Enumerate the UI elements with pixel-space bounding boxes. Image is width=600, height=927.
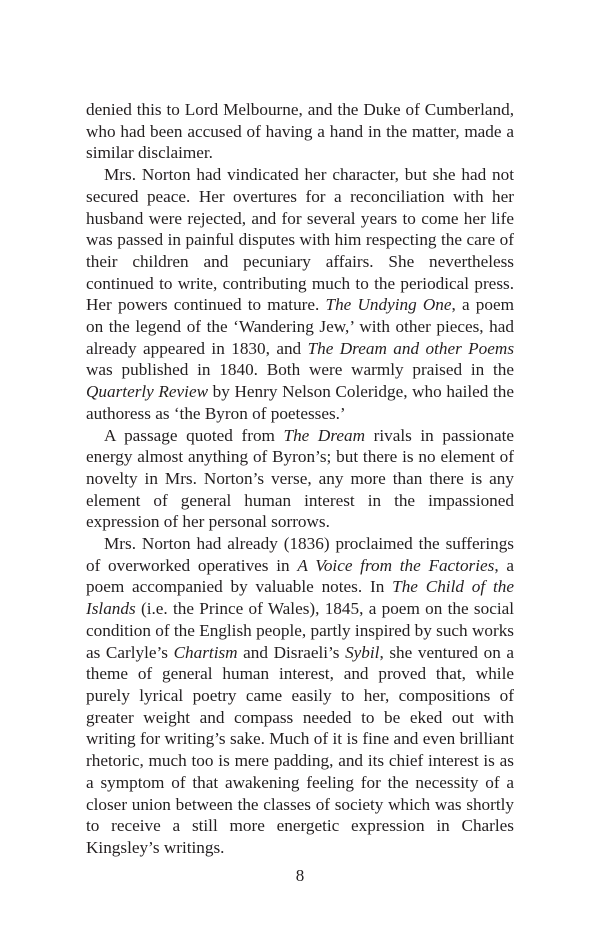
text-run: and Disraeli’s [237,642,346,662]
italic-title: The Undying One [325,295,452,315]
italic-title: Chartism [173,642,238,662]
italic-title: Sybil [345,642,380,662]
text-run: , she ventured on a theme of general human interest, and proved that, while purely lyrical poetry came easily to her, compositions of greater weight and compass needed to be eked out with writing for writing’s sake. Much of it is fine and even brilliant rhetoric, much too is mere padding, and its chief interest is as a symptom of that awakening feeling for the necessity of a closer union between the classes of society which was shortly to receive a still more energetic expression in Charles Kingsley’s writings. [86,642,515,857]
italic-title: A Voice from the Factories [297,555,495,575]
italic-title: The Dream [283,425,366,445]
italic-title: Quarterly Review [86,382,209,402]
paragraph-2 [86,164,514,424]
text-run: , a poem accompanied by valuable notes. In [86,555,514,597]
page-number: 8 [295,866,305,885]
paragraph-4 [86,533,514,859]
text-run: (i.e. the Prince of Wales), 1845, a poem on the social condition of the English people, partly inspired by such works as Carlyle’s [86,599,514,662]
italic-title: The Dream and other Poems [307,338,515,358]
text-run: A passage quoted from [104,425,284,445]
text-run: Mrs. Norton had already (1836) proclaimed the sufferings of overworked operatives in [86,534,514,575]
text-run: denied this to Lord Melbourne, and the Duke of Cumberland, who had been accused of having a hand in the matter, made a similar disclaimer. [86,100,514,163]
body-text [86,99,514,859]
paragraph-1 [86,99,514,164]
text-run: was published in 1840. Both were warmly praised in the [86,360,514,380]
italic-title: The Child of the Islands [86,577,514,619]
text-run: , a poem on the legend of the ‘Wandering Jew,’ with other pieces, had already appeared in 1830, and [86,295,514,358]
paragraph-3 [86,425,514,534]
text-run: rivals in passionate energy almost anything of Byron’s; but there is no element of novelty in Mrs. Norton’s verse, any more than there is any element of general human interest in the impassioned expression of her personal sorrows. [86,425,514,532]
text-run: by Henry Nelson Coleridge, who hailed the authoress as ‘the Byron of poetesses.’ [86,382,514,423]
text-run: Mrs. Norton had vindicated her character, but she had not secured peace. Her overtures for a reconciliation with her husband were rejected, and for several years to come her life was passed in painful disputes with him respecting the care of their children and pecuniary affairs. She nevertheless continued to write, contributing much to the periodical press. Her powers continued to mature. [86,165,514,315]
